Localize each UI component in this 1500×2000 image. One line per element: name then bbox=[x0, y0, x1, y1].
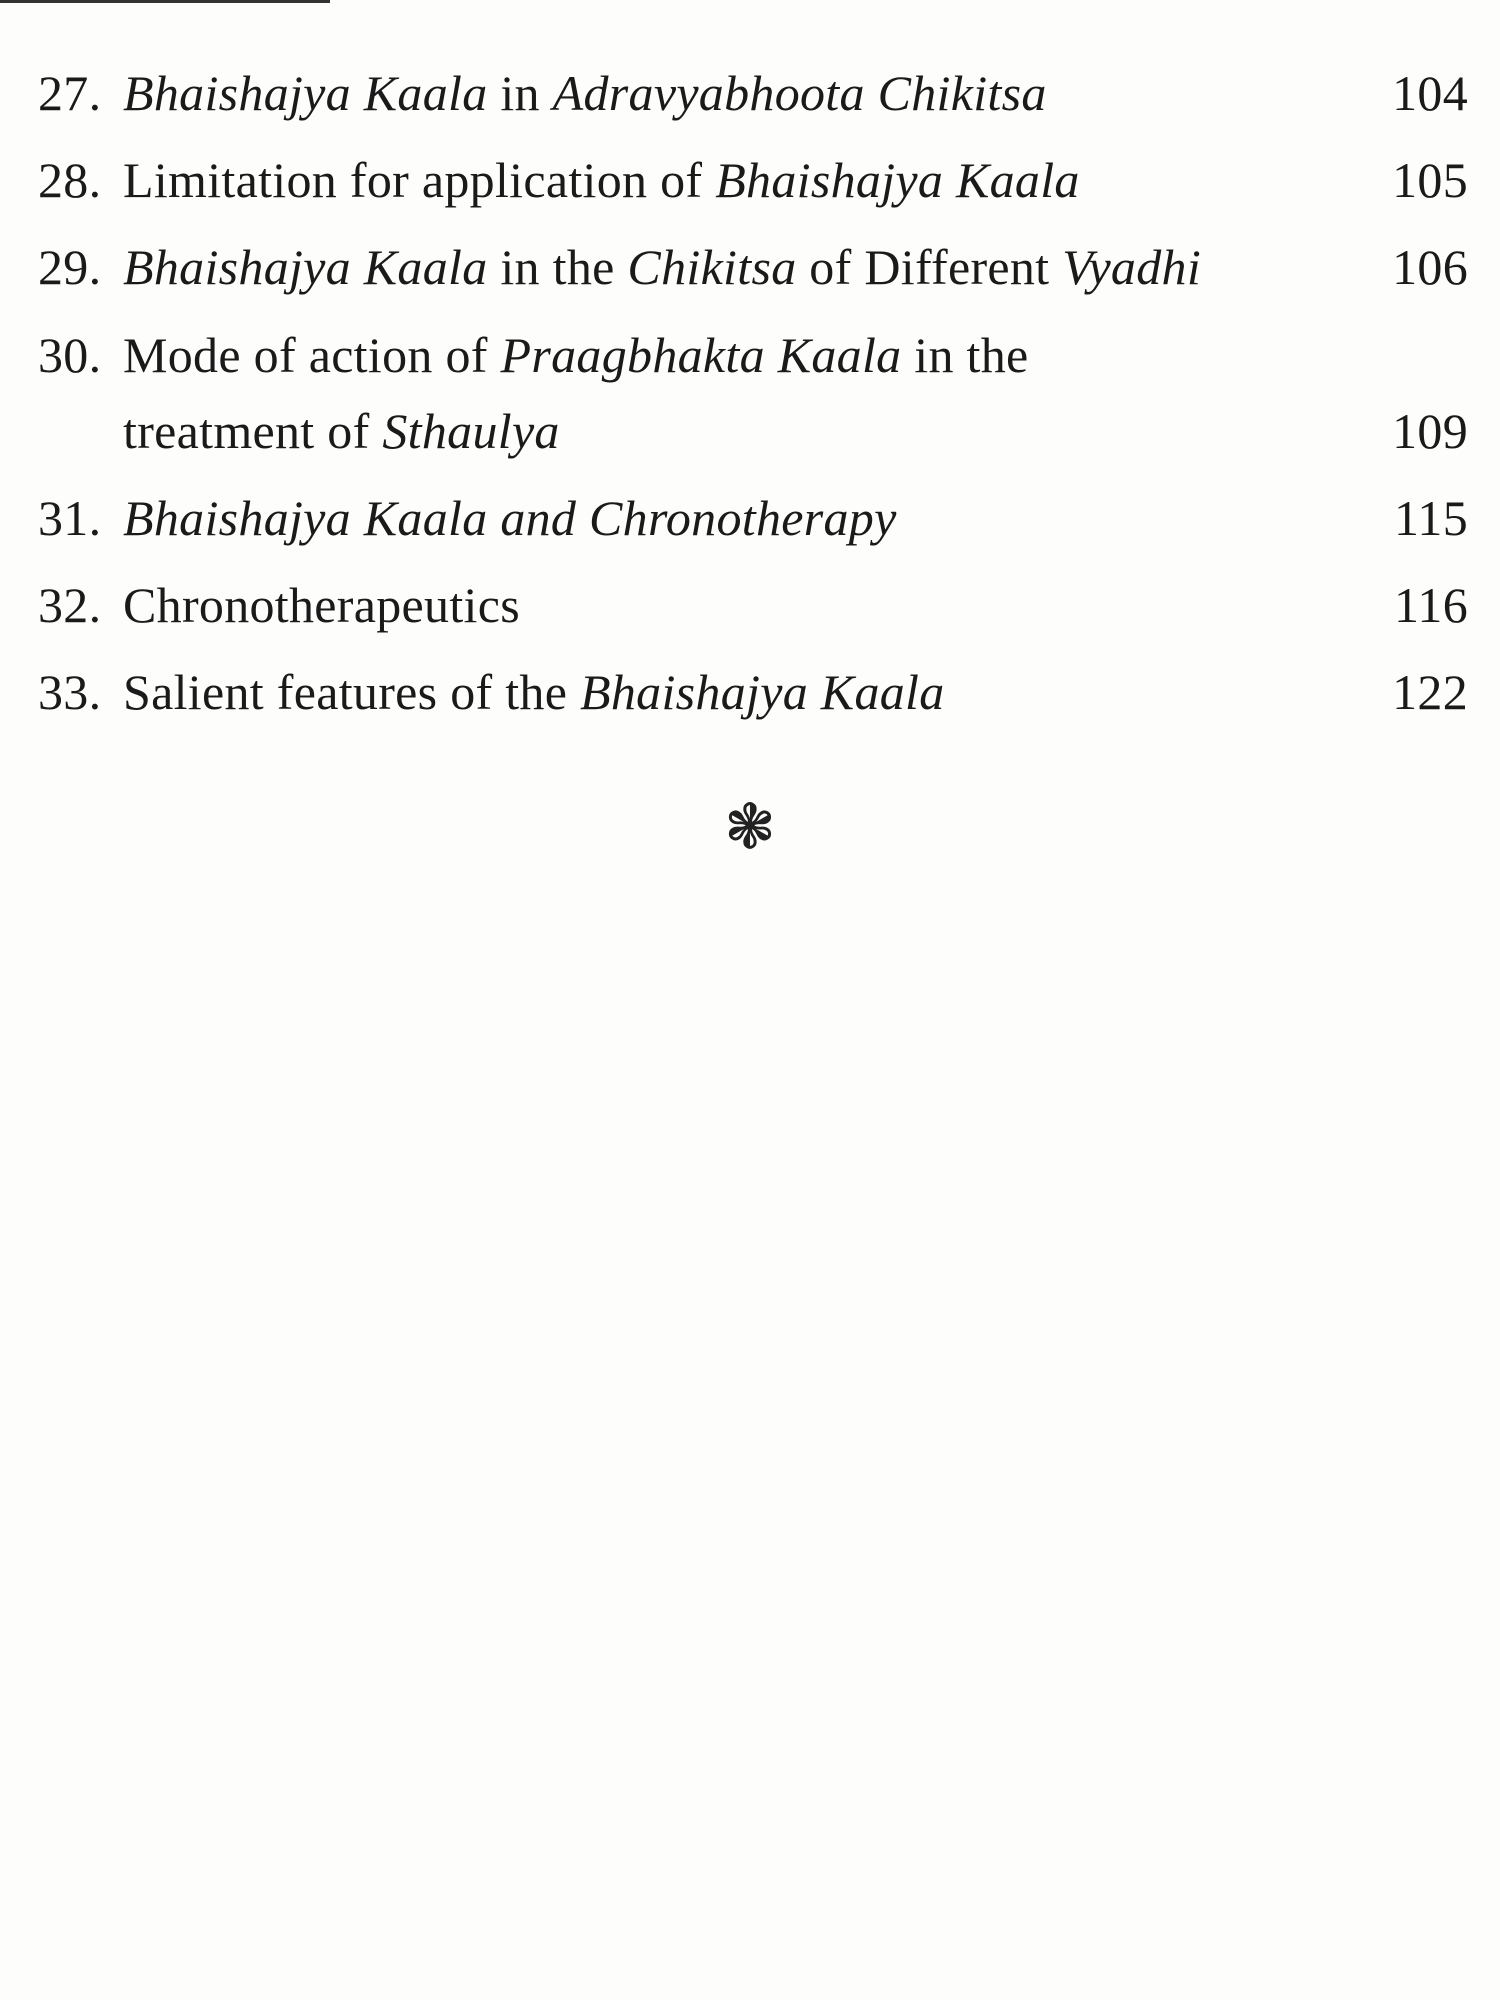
entry-number: 32. bbox=[38, 577, 102, 633]
entry-page-number: 104 bbox=[1392, 65, 1468, 121]
toc-entry bbox=[38, 224, 1468, 311]
toc-entry bbox=[38, 475, 1468, 562]
toc-entry bbox=[38, 649, 1468, 736]
entry-page-number: 122 bbox=[1392, 664, 1468, 720]
entry-title: Bhaishajya Kaala and Chronotherapy bbox=[123, 490, 897, 546]
entry-page-number: 105 bbox=[1392, 152, 1468, 208]
entry-title: Bhaishajya Kaala in Adravyabhoota Chikitsa bbox=[123, 65, 1047, 121]
toc-entry bbox=[38, 137, 1468, 224]
toc-entry bbox=[38, 50, 1468, 137]
entry-title: Limitation for application of Bhaishajya Kaala bbox=[123, 152, 1080, 208]
top-rule bbox=[0, 0, 330, 3]
entry-number: 27. bbox=[38, 65, 102, 121]
toc-entry bbox=[38, 562, 1468, 649]
entry-title: Salient features of the Bhaishajya Kaala bbox=[123, 664, 945, 720]
toc-entry bbox=[38, 311, 1468, 475]
entry-number: 30. bbox=[38, 327, 102, 383]
entry-page-number: 116 bbox=[1393, 577, 1468, 633]
entry-number: 31. bbox=[38, 490, 102, 546]
entry-number: 28. bbox=[38, 152, 102, 208]
table-of-contents bbox=[38, 50, 1468, 736]
entry-page-number: 106 bbox=[1392, 239, 1468, 295]
entry-title: Bhaishajya Kaala in the Chikitsa of Different Vyadhi bbox=[123, 239, 1202, 295]
flower-ornament-icon: ❃ bbox=[724, 790, 776, 863]
entry-title: Mode of action of Praagbhakta Kaala in the treatment of Sthaulya bbox=[123, 327, 1029, 459]
entry-page-number: 109 bbox=[1392, 403, 1468, 459]
entry-number: 29. bbox=[38, 239, 102, 295]
entry-page-number: 115 bbox=[1393, 490, 1468, 546]
entry-title: Chronotherapeutics bbox=[123, 577, 520, 633]
entry-number: 33. bbox=[38, 664, 102, 720]
